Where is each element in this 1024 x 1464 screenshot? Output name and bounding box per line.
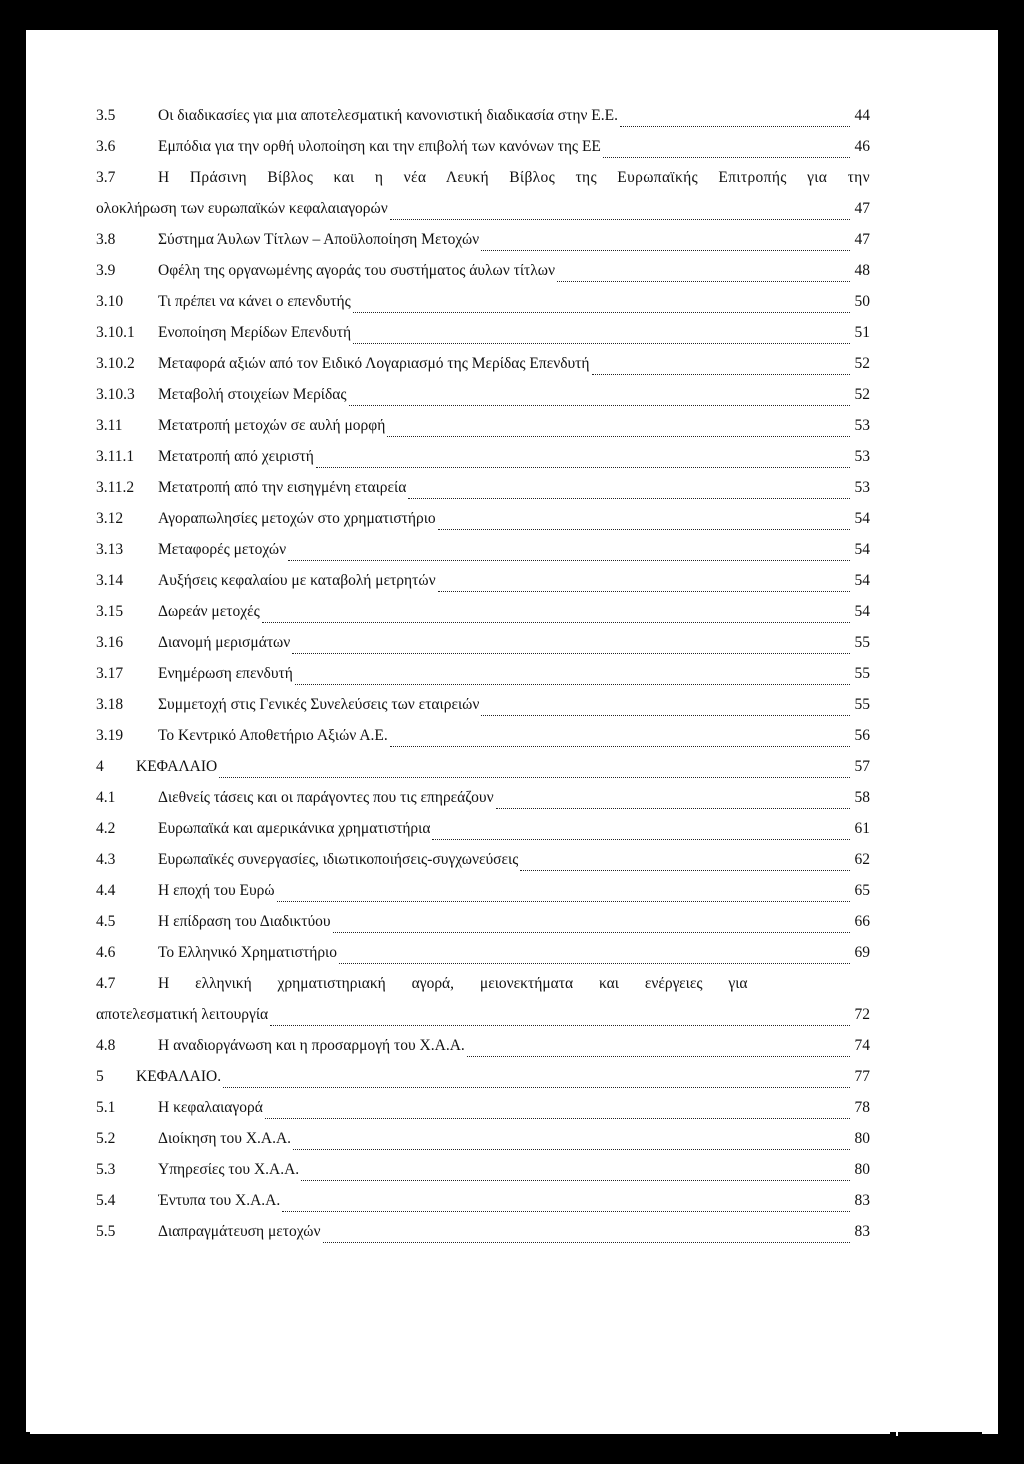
toc-page-number: 47 (854, 200, 870, 217)
toc-page-number: 44 (854, 107, 870, 124)
toc-number: 5.3 (96, 1161, 116, 1178)
toc-title: Η επίδραση του Διαδικτύου (158, 913, 331, 930)
toc-entry[interactable] (96, 906, 870, 937)
toc-entry[interactable] (96, 844, 870, 875)
toc-title: ΚΕΦΑΛΑΙΟ. (136, 1068, 222, 1085)
toc-number: 3.8 (96, 231, 116, 248)
toc-entry[interactable] (96, 224, 870, 255)
toc-title: Δωρεάν μετοχές (158, 603, 260, 620)
toc-page-number: 74 (854, 1037, 870, 1054)
dot-leader (270, 1024, 850, 1026)
toc-entry-continuation[interactable] (96, 999, 870, 1030)
toc-number: 3.10.1 (96, 324, 135, 341)
toc-title: Μεταβολή στοιχείων Μερίδας (158, 386, 347, 403)
toc-number: 3.10.2 (96, 355, 135, 372)
toc-page-number: 83 (854, 1223, 870, 1240)
toc-page-number: 61 (854, 820, 870, 837)
toc-number: 3.12 (96, 510, 124, 527)
toc-title: Μεταφορές μετοχών (158, 541, 287, 558)
dot-leader (353, 311, 850, 313)
toc-title: Διανομή μερισμάτων (158, 634, 291, 651)
toc-title: Έντυπα του Χ.Α.Α. (158, 1192, 281, 1209)
toc-title: Ενοποίηση Μερίδων Επενδυτή (158, 324, 352, 341)
toc-page-number: 47 (854, 231, 870, 248)
dot-leader (408, 497, 850, 499)
toc-page-number: 80 (854, 1161, 870, 1178)
toc-number: 4 (96, 758, 104, 775)
toc-page-number: 55 (854, 696, 870, 713)
toc-number: 4.2 (96, 820, 116, 837)
toc-title: Αυξήσεις κεφαλαίου με καταβολή μετρητών (158, 572, 436, 589)
toc-number: 4.7 (96, 975, 116, 992)
toc-number: 3.5 (96, 107, 116, 124)
toc-title: Μετατροπή από χειριστή (158, 448, 314, 465)
toc-entry[interactable] (96, 1154, 870, 1185)
toc-entry[interactable] (96, 317, 870, 348)
toc-page-number: 77 (854, 1068, 870, 1085)
toc-page-number: 78 (854, 1099, 870, 1116)
toc-entry[interactable] (96, 689, 870, 720)
toc-entry[interactable] (96, 813, 870, 844)
dot-leader (316, 466, 850, 468)
toc-number: 4.5 (96, 913, 116, 930)
toc-number: 5.1 (96, 1099, 116, 1116)
toc-page-number: 62 (854, 851, 870, 868)
toc-page-number: 72 (854, 1006, 870, 1023)
toc-page-number: 46 (854, 138, 870, 155)
dot-leader (620, 125, 850, 127)
toc-page-number: 55 (854, 665, 870, 682)
toc-title: Συμμετοχή στις Γενικές Συνελεύσεις των εταιρειών (158, 696, 480, 713)
toc-number: 4.4 (96, 882, 116, 899)
dot-leader (282, 1210, 850, 1212)
toc-title: Διαπραγμάτευση μετοχών (158, 1223, 321, 1240)
dot-leader (438, 528, 850, 530)
toc-entry[interactable] (96, 255, 870, 286)
footer-rule-tail (982, 1432, 998, 1434)
toc-title: Τι πρέπει να κάνει ο επενδυτής (158, 293, 351, 310)
toc-number: 3.18 (96, 696, 124, 713)
toc-page-number: 48 (854, 262, 870, 279)
toc-entry[interactable] (96, 658, 870, 689)
toc-number: 3.11.1 (96, 448, 135, 465)
toc-number: 5.5 (96, 1223, 116, 1240)
toc-page-number: 52 (854, 386, 870, 403)
toc-entry[interactable] (96, 100, 870, 131)
toc-number: 3.17 (96, 665, 124, 682)
toc-number: 4.3 (96, 851, 116, 868)
toc-entry[interactable] (96, 1123, 870, 1154)
table-of-contents (96, 100, 870, 1247)
dot-leader (496, 807, 850, 809)
toc-entry[interactable] (96, 286, 870, 317)
dot-leader (592, 373, 850, 375)
toc-number: 4.8 (96, 1037, 116, 1054)
toc-number: 4.1 (96, 789, 116, 806)
footer-rule (30, 1432, 890, 1434)
toc-page-number: 83 (854, 1192, 870, 1209)
toc-page-number: 66 (854, 913, 870, 930)
dot-leader (265, 1117, 850, 1119)
toc-title: Η αναδιοργάνωση και η προσαρμογή του Χ.Α.Α. (158, 1037, 465, 1054)
toc-entry[interactable] (96, 1216, 870, 1247)
toc-title: Διοίκηση του Χ.Α.Α. (158, 1130, 292, 1147)
toc-number: 3.11 (96, 417, 123, 434)
toc-number: 4.6 (96, 944, 116, 961)
toc-title: Διεθνείς τάσεις και οι παράγοντες που τις επηρεάζουν (158, 789, 494, 806)
toc-entry[interactable] (96, 131, 870, 162)
toc-page-number: 56 (854, 727, 870, 744)
dot-leader (292, 652, 850, 654)
dot-leader (390, 745, 850, 747)
toc-page-number: 65 (854, 882, 870, 899)
toc-entry[interactable] (96, 1030, 870, 1061)
dot-leader (323, 1241, 850, 1243)
toc-number: 3.10.3 (96, 386, 135, 403)
toc-entry[interactable] (96, 968, 870, 999)
page-number: 3 (933, 1413, 941, 1430)
toc-entry[interactable] (96, 441, 870, 472)
toc-title: Η εποχή του Ευρώ (158, 882, 275, 899)
toc-page-number: 54 (854, 572, 870, 589)
dot-leader (557, 280, 850, 282)
toc-title: Αγοραπωλησίες μετοχών στο χρηματιστήριο (158, 510, 436, 527)
toc-title: Το Ελληνικό Χρηματιστήριο (158, 944, 337, 961)
toc-entry[interactable] (96, 410, 870, 441)
toc-title: Ευρωπαϊκές συνεργασίες, ιδιωτικοποιήσεις-συγχωνεύσεις (158, 851, 519, 868)
toc-number: 3.7 (96, 169, 116, 186)
toc-number: 5 (96, 1068, 104, 1085)
dot-leader (293, 1148, 850, 1150)
dot-leader (339, 962, 850, 964)
toc-number: 3.19 (96, 727, 124, 744)
toc-title: Μεταφορά αξιών από τον Ειδικό Λογαριασμό της Μερίδας Επενδυτή (158, 355, 590, 372)
dot-leader (288, 559, 850, 561)
toc-entry[interactable] (96, 937, 870, 968)
toc-entry[interactable] (96, 720, 870, 751)
toc-entry-continuation[interactable] (96, 193, 870, 224)
toc-entry[interactable] (96, 1185, 870, 1216)
dot-leader (301, 1179, 850, 1181)
toc-page-number: 55 (854, 634, 870, 651)
toc-entry[interactable] (96, 472, 870, 503)
dot-leader (432, 838, 850, 840)
toc-page-number: 58 (854, 789, 870, 806)
toc-page-number: 69 (854, 944, 870, 961)
toc-number: 3.6 (96, 138, 116, 155)
dot-leader (481, 249, 850, 251)
toc-number: 3.11.2 (96, 479, 135, 496)
toc-entry[interactable] (96, 379, 870, 410)
toc-entry[interactable] (96, 782, 870, 813)
dot-leader (262, 621, 850, 623)
dot-leader (277, 900, 850, 902)
toc-entry[interactable] (96, 1092, 870, 1123)
toc-title: Ενημέρωση επενδυτή (158, 665, 293, 682)
toc-entry[interactable] (96, 162, 870, 193)
dot-leader (520, 869, 850, 871)
toc-title: Μετατροπή από την εισηγμένη εταιρεία (158, 479, 407, 496)
toc-page-number: 50 (854, 293, 870, 310)
toc-title-line-2: ολοκλήρωση των ευρωπαϊκών κεφαλαιαγορών (96, 200, 388, 217)
toc-entry[interactable] (96, 534, 870, 565)
dot-leader (390, 218, 850, 220)
dot-leader (223, 1086, 850, 1088)
dot-leader (333, 931, 850, 933)
toc-chapter-entry[interactable] (96, 1061, 870, 1092)
toc-number: 5.2 (96, 1130, 116, 1147)
toc-number: 3.10 (96, 293, 124, 310)
toc-entry[interactable] (96, 565, 870, 596)
toc-entry[interactable] (96, 503, 870, 534)
toc-title: Οφέλη της οργανωμένης αγοράς του συστήματος άυλων τίτλων (158, 262, 555, 279)
toc-number: 5.4 (96, 1192, 116, 1209)
toc-number: 3.16 (96, 634, 124, 651)
toc-page-number: 57 (854, 758, 870, 775)
toc-page-number: 54 (854, 541, 870, 558)
toc-title: Μετατροπή μετοχών σε αυλή μορφή (158, 417, 386, 434)
toc-page-number: 54 (854, 603, 870, 620)
toc-number: 3.13 (96, 541, 124, 558)
toc-title-line-1: Η Πράσινη Βίβλος και η νέα Λευκή Βίβλος της Ευρωπαϊκής Επιτροπής για την (158, 169, 870, 186)
toc-title: Η κεφαλαιαγορά (158, 1099, 263, 1116)
toc-page-number: 53 (854, 479, 870, 496)
toc-number: 3.14 (96, 572, 124, 589)
toc-title: Υπηρεσίες του Χ.Α.Α. (158, 1161, 300, 1178)
toc-title: Το Κεντρικό Αποθετήριο Αξιών Α.Ε. (158, 727, 388, 744)
toc-title-line-1: Η ελληνική χρηματιστηριακή αγορά, μειονεκτήματα και ενέργειες για (158, 975, 748, 992)
dot-leader (481, 714, 850, 716)
toc-title: Ευρωπαϊκά και αμερικάνικα χρηματιστήρια (158, 820, 431, 837)
toc-entry[interactable] (96, 875, 870, 906)
toc-number: 3.15 (96, 603, 124, 620)
dot-leader (219, 776, 850, 778)
toc-entry[interactable] (96, 348, 870, 379)
dot-leader (603, 156, 850, 158)
dot-leader (438, 590, 850, 592)
dot-leader (387, 435, 850, 437)
dot-leader (353, 342, 850, 344)
toc-title: Οι διαδικασίες για μια αποτελεσματική κανονιστική διαδικασία στην Ε.Ε. (158, 107, 618, 124)
toc-page-number: 51 (854, 324, 870, 341)
dot-leader (467, 1055, 850, 1057)
toc-entry[interactable] (96, 627, 870, 658)
toc-page-number: 53 (854, 448, 870, 465)
toc-page-number: 53 (854, 417, 870, 434)
toc-chapter-entry[interactable] (96, 751, 870, 782)
toc-title-line-2: αποτελεσματική λειτουργία (96, 1006, 269, 1023)
toc-entry[interactable] (96, 596, 870, 627)
dot-leader (349, 404, 850, 406)
toc-page-number: 54 (854, 510, 870, 527)
toc-title: Εμπόδια για την ορθή υλοποίηση και την επιβολή των κανόνων της ΕΕ (158, 138, 601, 155)
toc-title: Σύστημα Άυλων Τίτλων – Αποϋλοποίηση Μετοχών (158, 231, 480, 248)
dot-leader (295, 683, 850, 685)
toc-title: ΚΕΦΑΛΑΙΟ (136, 758, 218, 775)
toc-page-number: 52 (854, 355, 870, 372)
toc-number: 3.9 (96, 262, 116, 279)
toc-page-number: 80 (854, 1130, 870, 1147)
